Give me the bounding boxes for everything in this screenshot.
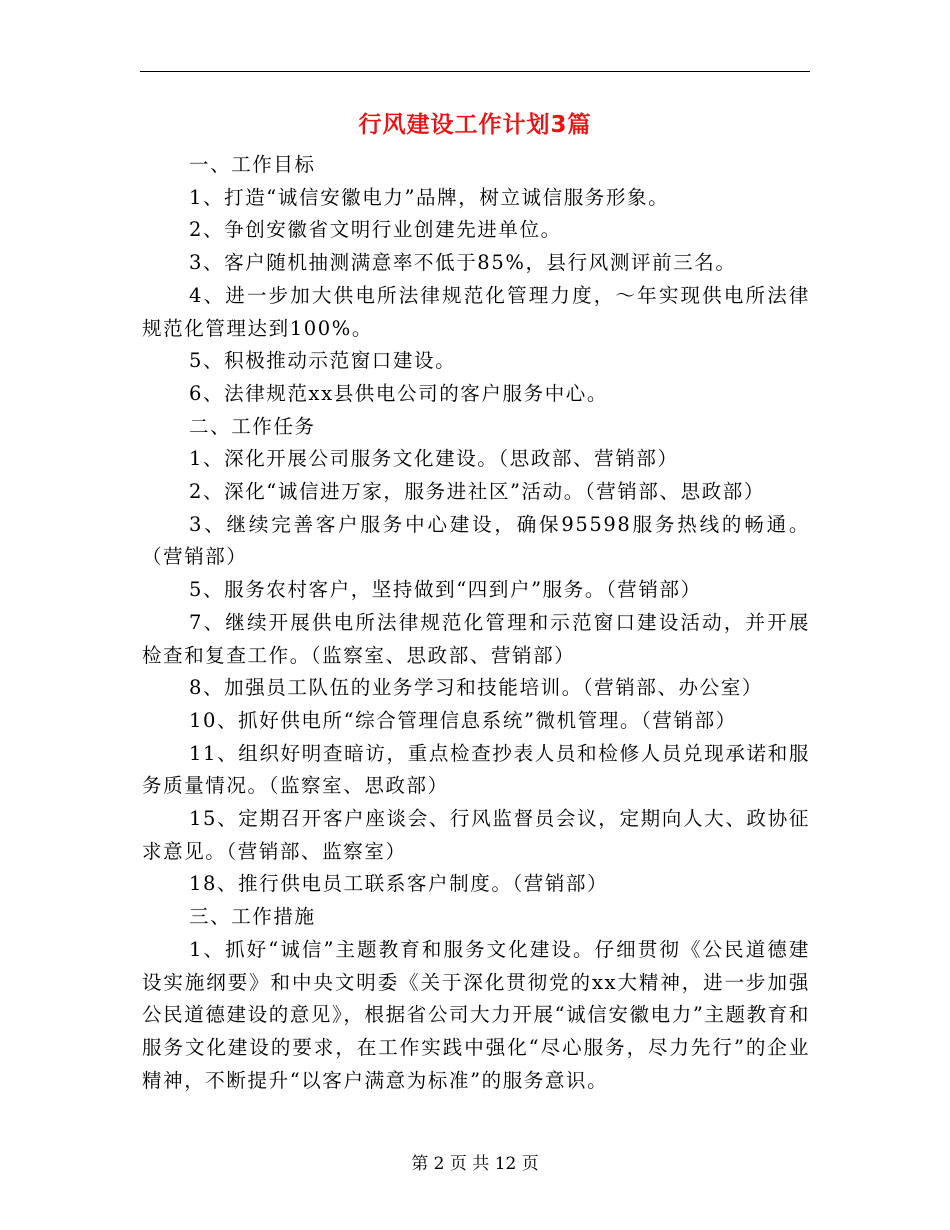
paragraph: 5、服务农村客户，坚持做到“四到户”服务。（营销部） (189, 578, 702, 602)
paragraph: 6、法律规范xx县供电公司的客户服务中心。 (189, 381, 609, 405)
document-body (142, 149, 810, 1097)
paragraph: 10、抓好供电所“综合管理信息系统”微机管理。（营销部） (189, 708, 737, 732)
paragraph: 2、争创安徽省文明行业创建先进单位。 (189, 218, 562, 242)
paragraph: 5、积极推动示范窗口建设。 (189, 349, 457, 373)
paragraph: 1、打造“诚信安徽电力”品牌，树立诚信服务形象。 (189, 185, 670, 209)
paragraph: 7、继续开展供电所法律规范化管理和示范窗口建设活动，并开展检查和复查工作。（监察室、思政部、营销部） (142, 610, 810, 667)
paragraph: 4、进一步加大供电所法律规范化管理力度，～年实现供电所法律规范化管理达到100%。 (142, 283, 810, 340)
paragraph: 1、深化开展公司服务文化建设。（思政部、营销部） (189, 447, 679, 471)
paragraph: 2、深化“诚信进万家，服务进社区”活动。（营销部、思政部） (189, 480, 765, 504)
document-title: 行风建设工作计划3篇 (358, 112, 592, 138)
paragraph: 15、定期召开客户座谈会、行风监督员会议，定期向人大、政协征求意见。（营销部、监察室） (142, 807, 810, 863)
section-heading-tasks: 二、工作任务 (189, 414, 316, 438)
paragraph: 8、加强员工队伍的业务学习和技能培训。（营销部、办公室） (189, 676, 763, 700)
paragraph: 18、推行供电员工联系客户制度。（营销部） (189, 872, 609, 896)
paragraph: 11、组织好明查暗访，重点检查抄表人员和检修人员兑现承诺和服务质量情况。（监察室、思政部） (142, 741, 810, 798)
section-heading-goals: 一、工作目标 (189, 153, 316, 176)
page-number: 第 2 页 共 12 页 (411, 1154, 539, 1174)
paragraph: 3、继续完善客户服务中心建设，确保95598服务热线的畅通。（营销部） (142, 512, 810, 569)
header-rule (140, 71, 810, 72)
paragraph: 3、客户随机抽测满意率不低于85%，县行风测评前三名。 (189, 251, 737, 275)
section-heading-measures: 三、工作措施 (189, 905, 316, 929)
paragraph: 1、抓好“诚信”主题教育和服务文化建设。仔细贯彻《公民道德建设实施纲要》和中央文明委《关于深化贯彻党的xx大精神，进一步加强公民道德建设的意见》，根据省公司大力开展“诚信安徽电力”主题教育和服务文化建设的要求，在工作实践中强化“尽心服务，尽力先行”的企业精神，不断提升“以客户满意为标准”的服务意识。 (142, 937, 810, 1092)
